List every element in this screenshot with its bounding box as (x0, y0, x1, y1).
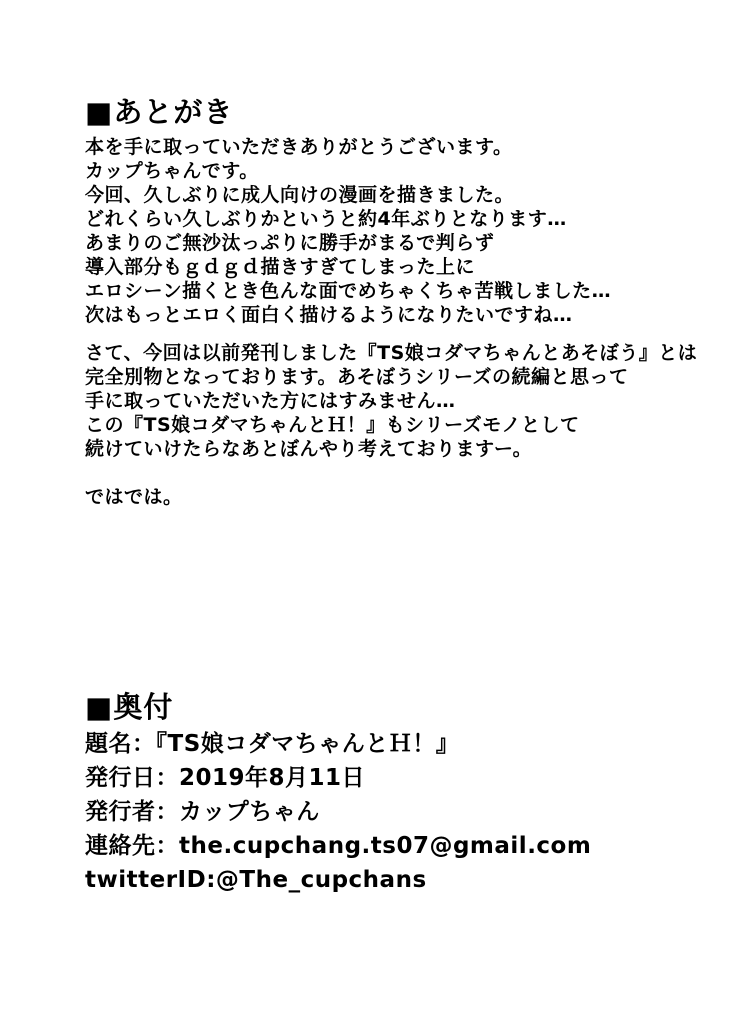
colophon-date-line: 発行日：2019年8月11日 (85, 765, 366, 791)
colophon-title-line: 題名：『TS娘コダマちゃんとＨ！』 (85, 731, 460, 757)
colophon-publisher-line: 発行者：カップちゃん (85, 799, 320, 825)
afterword-line: 次はもっとエロく面白く描けるようになりたいですね… (85, 304, 573, 326)
afterword-paragraph-2 (85, 341, 696, 461)
afterword-line: この『TS娘コダマちゃんとＨ！』もシリーズモノとして (85, 414, 580, 436)
afterword-line: 手に取っていただいた方にはすみません… (85, 390, 456, 412)
colophon-contact-line: 連絡先：the.cupchang.ts07@gmail.com (85, 833, 592, 859)
afterword-line: エロシーン描くとき色んな面でめちゃくちゃ苦戦しました… (85, 280, 612, 302)
afterword-heading: ■あとがき (85, 95, 234, 129)
colophon-twitter-line: twitterID:@The_cupchans (85, 867, 427, 893)
afterword-line: あまりのご無沙汰っぷりに勝手がまるで判らず (85, 232, 495, 254)
afterword-line: さて、今回は以前発刊しました『TS娘コダマちゃんとあそぼう』とは (85, 342, 698, 364)
afterword-line: カップちゃんです。 (85, 160, 259, 182)
afterword-line: 導入部分もｇｄｇｄ描きすぎてしまった上に (85, 256, 476, 278)
afterword-closing: ではでは。 (85, 486, 183, 508)
colophon-heading: ■奥付 (85, 690, 174, 724)
afterword-line: 続けていけたらなあとぼんやり考えておりますー。 (85, 438, 533, 460)
afterword-paragraph-1 (85, 135, 696, 327)
colophon (85, 727, 696, 897)
afterword-line: どれくらい久しぶりかというと約4年ぶりとなります… (85, 208, 567, 230)
afterword-line: 今回、久しぶりに成人向けの漫画を描きました。 (85, 184, 515, 206)
afterword-line: 本を手に取っていただきありがとうございます。 (85, 136, 513, 158)
afterword-line: 完全別物となっております。あそぼうシリーズの続編と思って (85, 366, 629, 388)
